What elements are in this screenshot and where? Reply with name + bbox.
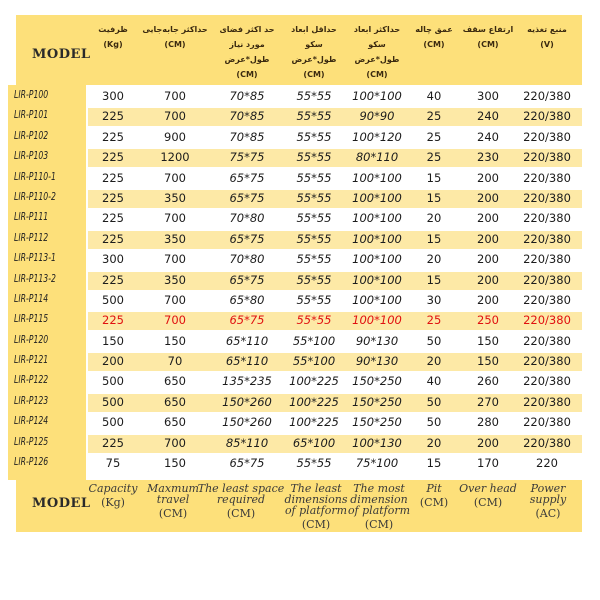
capacity-cell: 300 bbox=[102, 89, 124, 103]
header-min-platform: حداقل ابعاد سکو طول*عرض (CM) bbox=[291, 25, 337, 79]
model-cell: LIR-P111 bbox=[14, 211, 49, 224]
space-cell: 65*75 bbox=[229, 231, 265, 246]
max-platform-cell: 90*90 bbox=[359, 109, 395, 124]
max-platform-cell: 100*100 bbox=[352, 170, 402, 185]
model-cell: LIR-P110-2 bbox=[14, 190, 56, 203]
header-travel: حداکثر جابه‌جایی (CM) bbox=[142, 25, 208, 49]
pit-cell: 15 bbox=[426, 231, 442, 246]
power-cell: 220/380 bbox=[523, 170, 571, 185]
min-platform-cell: 55*100 bbox=[292, 333, 336, 348]
travel-cell: 700 bbox=[164, 89, 186, 103]
power-cell: 220/380 bbox=[523, 313, 571, 328]
capacity-cell: 225 bbox=[102, 313, 124, 328]
pit-cell: 15 bbox=[426, 190, 442, 205]
pit-cell: 25 bbox=[426, 313, 442, 328]
power-cell: 220/380 bbox=[523, 415, 571, 430]
min-platform-cell: 55*100 bbox=[292, 354, 336, 369]
min-platform-cell: 55*55 bbox=[296, 313, 332, 328]
min-platform-cell: 55*55 bbox=[296, 231, 332, 246]
travel-cell: 350 bbox=[164, 272, 186, 287]
min-platform-cell: 55*55 bbox=[296, 89, 332, 103]
power-cell: 220/380 bbox=[523, 252, 571, 267]
pit-cell: 25 bbox=[426, 129, 442, 144]
header-power: منبع تغذیه (V) bbox=[527, 25, 567, 49]
pit-cell: 50 bbox=[426, 333, 442, 348]
model-cell: LIR-P103 bbox=[14, 150, 49, 163]
max-platform-cell: 80*110 bbox=[355, 150, 399, 165]
power-cell: 220/380 bbox=[523, 231, 571, 246]
max-platform-cell: 100*100 bbox=[352, 231, 402, 246]
overhead-cell: 260 bbox=[477, 374, 499, 389]
pit-cell: 30 bbox=[426, 292, 442, 307]
power-cell: 220/380 bbox=[523, 89, 571, 103]
space-cell: 85*110 bbox=[225, 435, 269, 450]
travel-cell: 70 bbox=[167, 354, 183, 369]
overhead-cell: 250 bbox=[477, 313, 499, 328]
min-platform-cell: 55*55 bbox=[296, 292, 332, 307]
model-cell: LIR-P123 bbox=[14, 394, 49, 407]
overhead-cell: 200 bbox=[477, 292, 499, 307]
space-cell: 150*260 bbox=[222, 415, 272, 430]
max-platform-cell: 100*100 bbox=[352, 272, 402, 287]
space-cell: 70*80 bbox=[229, 211, 265, 226]
footer-model-label: MODEL bbox=[32, 496, 91, 511]
overhead-cell: 150 bbox=[477, 333, 499, 348]
travel-cell: 150 bbox=[164, 456, 186, 471]
overhead-cell: 230 bbox=[477, 150, 499, 165]
table-row bbox=[0, 128, 600, 148]
table-row bbox=[0, 209, 600, 229]
space-cell: 70*85 bbox=[229, 129, 265, 144]
pit-cell: 15 bbox=[426, 456, 442, 471]
power-cell: 220/380 bbox=[523, 354, 571, 369]
table-row bbox=[0, 87, 600, 107]
pit-cell: 40 bbox=[426, 89, 442, 103]
overhead-cell: 200 bbox=[477, 272, 499, 287]
power-cell: 220/380 bbox=[523, 394, 571, 409]
pit-cell: 20 bbox=[426, 435, 442, 450]
min-platform-cell: 55*55 bbox=[296, 129, 332, 144]
footer-travel: Maxmum travel (CM) bbox=[147, 482, 199, 520]
header-max-platform: حداکثر ابعاد سکو طول*عرض (CM) bbox=[353, 25, 401, 79]
pit-cell: 20 bbox=[426, 354, 442, 369]
footer-pit: Pit (CM) bbox=[419, 482, 449, 509]
footer-capacity: Capacity (Kg) bbox=[88, 482, 138, 509]
footer-power: Power supply (AC) bbox=[529, 482, 567, 520]
overhead-cell: 170 bbox=[477, 456, 499, 471]
pit-cell: 20 bbox=[426, 211, 442, 226]
model-cell: LIR-P115 bbox=[14, 313, 49, 326]
max-platform-cell: 90*130 bbox=[355, 333, 399, 348]
min-platform-cell: 100*225 bbox=[289, 374, 339, 389]
capacity-cell: 225 bbox=[102, 211, 124, 226]
data-table bbox=[0, 87, 600, 474]
power-cell: 220/380 bbox=[523, 374, 571, 389]
power-cell: 220/380 bbox=[523, 272, 571, 287]
overhead-cell: 240 bbox=[477, 109, 499, 124]
power-cell: 220/380 bbox=[523, 109, 571, 124]
pit-cell: 15 bbox=[426, 272, 442, 287]
capacity-cell: 225 bbox=[102, 190, 124, 205]
travel-cell: 650 bbox=[164, 374, 186, 389]
space-cell: 65*75 bbox=[229, 456, 265, 471]
model-cell: LIR-P100 bbox=[14, 89, 49, 101]
min-platform-cell: 55*55 bbox=[296, 211, 332, 226]
overhead-cell: 300 bbox=[477, 89, 499, 103]
max-platform-cell: 100*100 bbox=[352, 211, 402, 226]
capacity-cell: 225 bbox=[102, 272, 124, 287]
model-cell: LIR-P102 bbox=[14, 129, 49, 142]
space-cell: 70*85 bbox=[229, 89, 265, 103]
overhead-cell: 200 bbox=[477, 435, 499, 450]
min-platform-cell: 55*55 bbox=[296, 272, 332, 287]
power-cell: 220/380 bbox=[523, 129, 571, 144]
max-platform-cell: 100*130 bbox=[352, 435, 402, 450]
power-cell: 220/380 bbox=[523, 211, 571, 226]
overhead-cell: 270 bbox=[477, 394, 499, 409]
table-row bbox=[0, 454, 600, 474]
min-platform-cell: 65*100 bbox=[292, 435, 336, 450]
travel-cell: 900 bbox=[164, 129, 186, 144]
pit-cell: 20 bbox=[426, 252, 442, 267]
capacity-cell: 225 bbox=[102, 150, 124, 165]
capacity-cell: 225 bbox=[102, 170, 124, 185]
table-row bbox=[0, 271, 600, 291]
max-platform-cell: 75*100 bbox=[355, 456, 399, 471]
table-row bbox=[0, 230, 600, 250]
table-row bbox=[0, 413, 600, 433]
power-cell: 220/380 bbox=[523, 333, 571, 348]
travel-cell: 700 bbox=[164, 435, 186, 450]
capacity-cell: 75 bbox=[105, 456, 121, 471]
max-platform-cell: 150*250 bbox=[352, 394, 402, 409]
power-cell: 220/380 bbox=[523, 435, 571, 450]
model-cell: LIR-P113-2 bbox=[14, 272, 56, 285]
model-cell: LIR-P110-1 bbox=[14, 170, 56, 183]
space-cell: 135*235 bbox=[222, 374, 272, 389]
overhead-cell: 200 bbox=[477, 170, 499, 185]
space-cell: 65*75 bbox=[229, 272, 265, 287]
max-platform-cell: 100*100 bbox=[352, 89, 402, 103]
model-cell: LIR-P126 bbox=[14, 456, 49, 469]
footer-min-platform: The least dimensions of platform (CM) bbox=[284, 482, 348, 531]
model-cell: LIR-P122 bbox=[14, 374, 49, 387]
capacity-cell: 500 bbox=[102, 374, 124, 389]
capacity-cell: 500 bbox=[102, 292, 124, 307]
power-cell: 220/380 bbox=[523, 190, 571, 205]
header-space: حد اکثر فضای مورد نیاز طول*عرض (CM) bbox=[219, 25, 275, 79]
overhead-cell: 200 bbox=[477, 252, 499, 267]
travel-cell: 700 bbox=[164, 292, 186, 307]
model-cell: LIR-P112 bbox=[14, 231, 49, 244]
overhead-cell: 280 bbox=[477, 415, 499, 430]
capacity-cell: 150 bbox=[102, 333, 124, 348]
space-cell: 65*110 bbox=[225, 354, 269, 369]
space-cell: 70*85 bbox=[229, 109, 265, 124]
travel-cell: 700 bbox=[164, 313, 186, 328]
footer-overhead: Over head (CM) bbox=[459, 482, 517, 509]
travel-cell: 350 bbox=[164, 231, 186, 246]
max-platform-cell: 100*100 bbox=[352, 252, 402, 267]
pit-cell: 25 bbox=[426, 150, 442, 165]
travel-cell: 150 bbox=[164, 333, 186, 348]
table-row bbox=[0, 148, 600, 168]
table-row bbox=[0, 393, 600, 413]
header-overhead: ارتفاع سقف (CM) bbox=[462, 25, 514, 49]
capacity-cell: 300 bbox=[102, 252, 124, 267]
overhead-cell: 200 bbox=[477, 211, 499, 226]
pit-cell: 50 bbox=[426, 394, 442, 409]
max-platform-cell: 90*130 bbox=[355, 354, 399, 369]
pit-cell: 50 bbox=[426, 415, 442, 430]
footer-max-platform: The most dimension of platform (CM) bbox=[347, 482, 411, 531]
header-pit: عمق چاله (CM) bbox=[415, 25, 453, 49]
capacity-cell: 225 bbox=[102, 129, 124, 144]
space-cell: 150*260 bbox=[222, 394, 272, 409]
capacity-cell: 500 bbox=[102, 394, 124, 409]
space-cell: 65*75 bbox=[229, 190, 265, 205]
min-platform-cell: 55*55 bbox=[296, 456, 332, 471]
table-row bbox=[0, 311, 600, 331]
table-row bbox=[0, 291, 600, 311]
pit-cell: 15 bbox=[426, 170, 442, 185]
pit-cell: 40 bbox=[426, 374, 442, 389]
travel-cell: 1200 bbox=[160, 150, 190, 165]
space-cell: 65*110 bbox=[225, 333, 269, 348]
header-capacity: ظرفیت (Kg) bbox=[98, 25, 128, 49]
space-cell: 75*75 bbox=[229, 150, 265, 165]
min-platform-cell: 100*225 bbox=[289, 415, 339, 430]
overhead-cell: 200 bbox=[477, 190, 499, 205]
min-platform-cell: 55*55 bbox=[296, 252, 332, 267]
max-platform-cell: 100*100 bbox=[352, 190, 402, 205]
pit-cell: 25 bbox=[426, 109, 442, 124]
model-cell: LIR-P121 bbox=[14, 354, 49, 367]
space-cell: 65*75 bbox=[229, 313, 265, 328]
space-cell: 70*80 bbox=[229, 252, 265, 267]
table-row bbox=[0, 372, 600, 392]
max-platform-cell: 100*100 bbox=[352, 292, 402, 307]
table-row bbox=[0, 332, 600, 352]
power-cell: 220/380 bbox=[523, 292, 571, 307]
power-cell: 220/380 bbox=[523, 150, 571, 165]
space-cell: 65*80 bbox=[229, 292, 265, 307]
overhead-cell: 150 bbox=[477, 354, 499, 369]
min-platform-cell: 55*55 bbox=[296, 109, 332, 124]
min-platform-cell: 55*55 bbox=[296, 150, 332, 165]
table-row bbox=[0, 107, 600, 127]
travel-cell: 700 bbox=[164, 211, 186, 226]
table-row bbox=[0, 352, 600, 372]
min-platform-cell: 55*55 bbox=[296, 170, 332, 185]
model-cell: LIR-P124 bbox=[14, 415, 49, 428]
travel-cell: 350 bbox=[164, 190, 186, 205]
model-cell: LIR-P125 bbox=[14, 435, 49, 448]
space-cell: 65*75 bbox=[229, 170, 265, 185]
capacity-cell: 225 bbox=[102, 231, 124, 246]
table-row bbox=[0, 169, 600, 189]
max-platform-cell: 100*120 bbox=[352, 129, 402, 144]
model-cell: LIR-P113-1 bbox=[14, 252, 56, 265]
footer-space: The least space required (CM) bbox=[197, 482, 285, 520]
min-platform-cell: 100*225 bbox=[289, 394, 339, 409]
max-platform-cell: 150*250 bbox=[352, 374, 402, 389]
travel-cell: 650 bbox=[164, 394, 186, 409]
table-row bbox=[0, 189, 600, 209]
table-row bbox=[0, 434, 600, 454]
table-row bbox=[0, 250, 600, 270]
max-platform-cell: 100*100 bbox=[352, 313, 402, 328]
overhead-cell: 200 bbox=[477, 231, 499, 246]
travel-cell: 650 bbox=[164, 415, 186, 430]
capacity-cell: 225 bbox=[102, 109, 124, 124]
power-cell: 220 bbox=[536, 456, 558, 471]
capacity-cell: 225 bbox=[102, 435, 124, 450]
model-cell: LIR-P101 bbox=[14, 109, 49, 122]
model-cell: LIR-P114 bbox=[14, 292, 49, 305]
header-model-label: MODEL bbox=[32, 47, 91, 62]
overhead-cell: 240 bbox=[477, 129, 499, 144]
capacity-cell: 500 bbox=[102, 415, 124, 430]
travel-cell: 700 bbox=[164, 109, 186, 124]
max-platform-cell: 150*250 bbox=[352, 415, 402, 430]
min-platform-cell: 55*55 bbox=[296, 190, 332, 205]
travel-cell: 700 bbox=[164, 170, 186, 185]
model-cell: LIR-P120 bbox=[14, 333, 49, 346]
capacity-cell: 200 bbox=[102, 354, 124, 369]
travel-cell: 700 bbox=[164, 252, 186, 267]
